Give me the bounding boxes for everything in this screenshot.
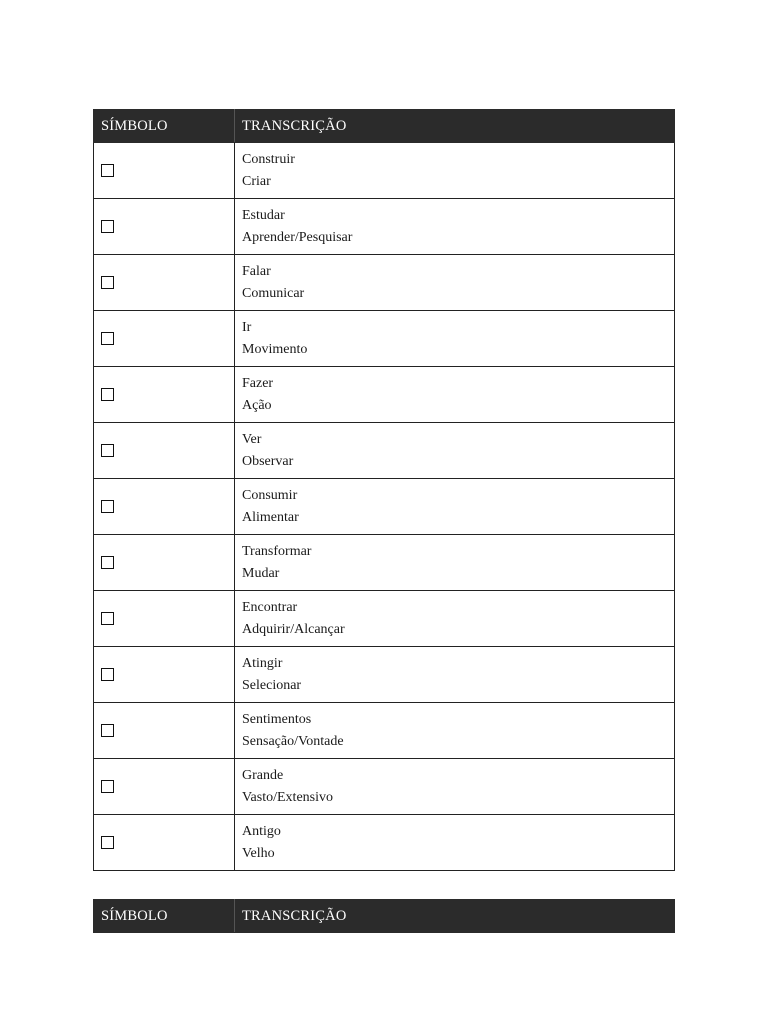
- transcription-cell: [235, 703, 675, 759]
- transcription-cell: [235, 423, 675, 479]
- transcription-cell: [235, 479, 675, 535]
- checkbox-icon[interactable]: [101, 500, 114, 513]
- symbol-cell: [94, 759, 235, 815]
- transcription-secondary: Aprender/Pesquisar: [242, 229, 353, 245]
- checkbox-icon[interactable]: [101, 444, 114, 457]
- transcription-cell: [235, 255, 675, 311]
- transcription-primary: Ver: [242, 431, 262, 447]
- symbol-transcription-table: [93, 109, 675, 871]
- transcription-secondary: Adquirir/Alcançar: [242, 621, 345, 637]
- header-transcription: TRANSCRIÇÃO: [235, 900, 675, 933]
- transcription-cell: [235, 311, 675, 367]
- checkbox-icon[interactable]: [101, 668, 114, 681]
- checkbox-icon[interactable]: [101, 836, 114, 849]
- checkbox-icon[interactable]: [101, 276, 114, 289]
- transcription-primary: Consumir: [242, 487, 298, 503]
- transcription-secondary: Criar: [242, 173, 271, 189]
- table-row: [94, 815, 675, 871]
- table-row: [94, 199, 675, 255]
- table-row: [94, 591, 675, 647]
- transcription-primary: Sentimentos: [242, 711, 312, 727]
- table-row: [94, 311, 675, 367]
- transcription-secondary: Selecionar: [242, 677, 302, 693]
- table-header-row: [94, 110, 675, 143]
- symbol-cell: [94, 143, 235, 199]
- symbol-cell: [94, 591, 235, 647]
- checkbox-icon[interactable]: [101, 220, 114, 233]
- symbol-cell: [94, 367, 235, 423]
- symbol-cell: [94, 479, 235, 535]
- checkbox-icon[interactable]: [101, 780, 114, 793]
- table-row: [94, 703, 675, 759]
- transcription-cell: [235, 535, 675, 591]
- symbol-cell: [94, 703, 235, 759]
- transcription-primary: Ir: [242, 319, 252, 335]
- table-row: [94, 647, 675, 703]
- transcription-primary: Construir: [242, 151, 295, 167]
- checkbox-icon[interactable]: [101, 612, 114, 625]
- transcription-secondary: Alimentar: [242, 509, 299, 525]
- transcription-cell: [235, 591, 675, 647]
- transcription-primary: Grande: [242, 767, 284, 783]
- transcription-primary: Antigo: [242, 823, 281, 839]
- transcription-cell: [235, 199, 675, 255]
- header-transcription: TRANSCRIÇÃO: [235, 110, 675, 143]
- transcription-cell: [235, 647, 675, 703]
- transcription-secondary: Ação: [242, 397, 272, 413]
- transcription-cell: [235, 759, 675, 815]
- checkbox-icon[interactable]: [101, 164, 114, 177]
- table-row: [94, 479, 675, 535]
- table-row: [94, 255, 675, 311]
- symbol-cell: [94, 423, 235, 479]
- transcription-primary: Falar: [242, 263, 271, 279]
- table-header-row: [94, 900, 675, 933]
- transcription-secondary: Movimento: [242, 341, 308, 357]
- table-row: [94, 367, 675, 423]
- transcription-primary: Estudar: [242, 207, 285, 223]
- checkbox-icon[interactable]: [101, 388, 114, 401]
- transcription-secondary: Observar: [242, 453, 294, 469]
- checkbox-icon[interactable]: [101, 724, 114, 737]
- transcription-primary: Encontrar: [242, 599, 298, 615]
- symbol-cell: [94, 199, 235, 255]
- checkbox-icon[interactable]: [101, 556, 114, 569]
- header-symbol: SÍMBOLO: [94, 900, 235, 933]
- transcription-secondary: Mudar: [242, 565, 280, 581]
- transcription-secondary: Vasto/Extensivo: [242, 789, 333, 805]
- table-row: [94, 143, 675, 199]
- symbol-cell: [94, 647, 235, 703]
- table-row: [94, 759, 675, 815]
- table-row: [94, 535, 675, 591]
- symbol-cell: [94, 815, 235, 871]
- transcription-cell: [235, 143, 675, 199]
- transcription-primary: Transformar: [242, 543, 312, 559]
- transcription-secondary: Sensação/Vontade: [242, 733, 344, 749]
- transcription-primary: Fazer: [242, 375, 274, 391]
- transcription-cell: [235, 367, 675, 423]
- symbol-transcription-table-continued: [93, 899, 675, 933]
- symbol-cell: [94, 255, 235, 311]
- transcription-cell: [235, 815, 675, 871]
- transcription-secondary: Comunicar: [242, 285, 305, 301]
- table-row: [94, 423, 675, 479]
- symbol-cell: [94, 535, 235, 591]
- transcription-primary: Atingir: [242, 655, 283, 671]
- checkbox-icon[interactable]: [101, 332, 114, 345]
- header-symbol: SÍMBOLO: [94, 110, 235, 143]
- symbol-cell: [94, 311, 235, 367]
- transcription-secondary: Velho: [242, 845, 275, 861]
